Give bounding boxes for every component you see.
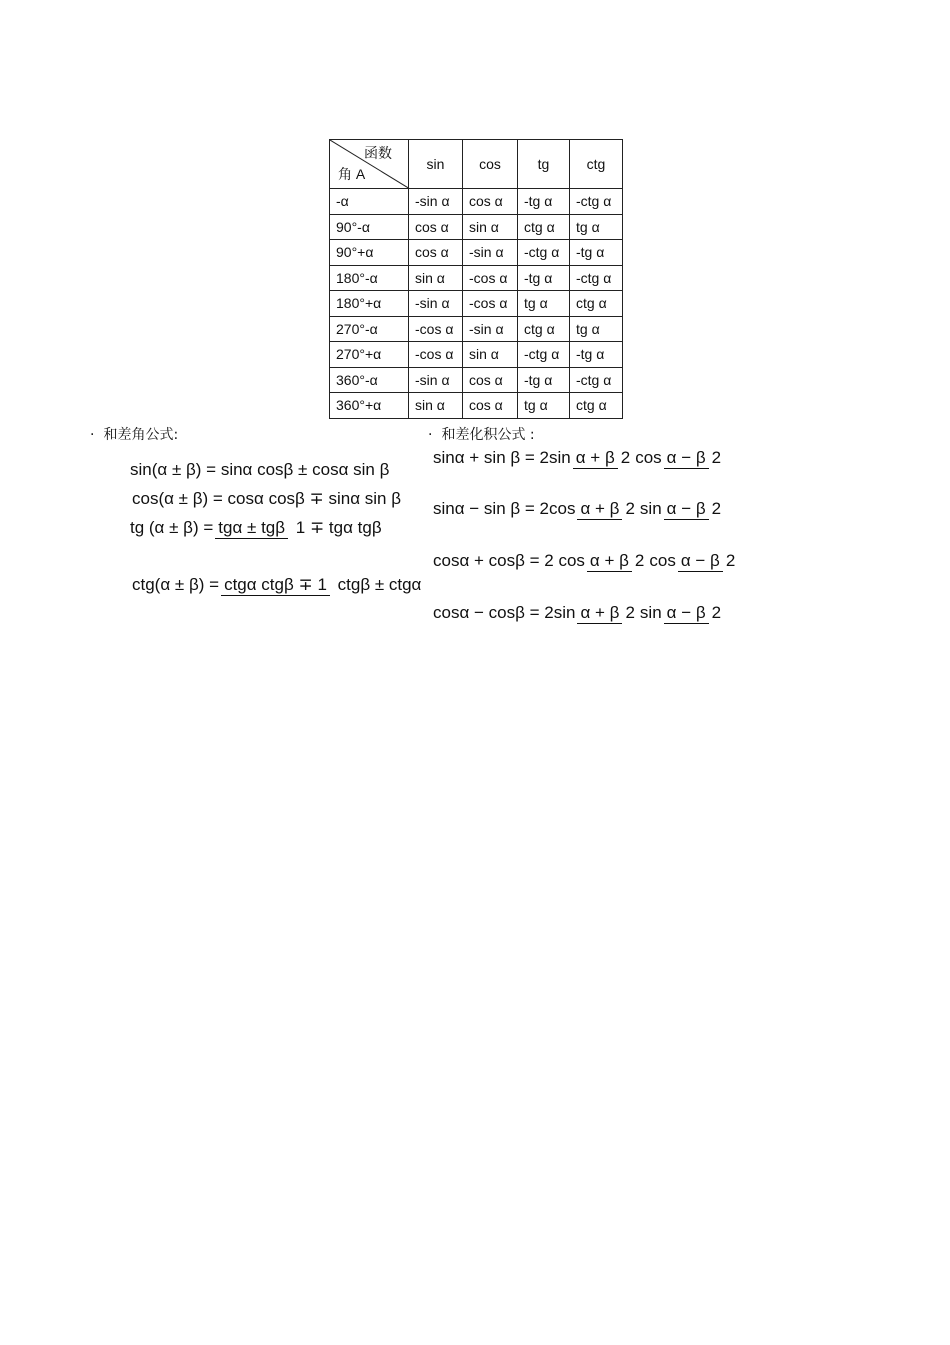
table-cell: cos α — [409, 240, 463, 266]
fraction — [678, 550, 738, 572]
table-cell: -tg α — [518, 367, 570, 393]
row-angle-cell: 90°+α — [330, 240, 409, 266]
table-cell: cos α — [463, 189, 518, 215]
equals-sign: = — [203, 518, 214, 537]
table-row — [330, 265, 623, 291]
table-row — [330, 189, 623, 215]
formula-rhs: = sinα cosβ ± cosα sin β — [206, 460, 390, 479]
fraction-numerator: tgα ± tgβ — [215, 518, 288, 539]
equals-sign: = — [209, 575, 220, 594]
table-cell: ctg α — [570, 291, 623, 317]
table-row — [330, 240, 623, 266]
formula-lhs: ctg(α ± β) — [132, 575, 205, 594]
column-header-tg: tg — [518, 140, 570, 189]
formula-rhs: = cosα cosβ ∓ sinα sin β — [212, 489, 402, 508]
table-row — [330, 342, 623, 368]
table-cell: ctg α — [518, 214, 570, 240]
fraction-numerator: α − β — [664, 499, 709, 520]
corner-top-label: 函数 — [364, 145, 392, 161]
table-cell: tg α — [570, 316, 623, 342]
table-cell: -sin α — [409, 189, 463, 215]
table-cell: -ctg α — [518, 240, 570, 266]
table-cell: tg α — [518, 393, 570, 419]
table-row — [330, 214, 623, 240]
formula-lhs: cosα − cosβ — [433, 603, 525, 622]
formula-coefficient: = 2sin — [529, 603, 576, 622]
bullet: · — [428, 427, 433, 443]
fraction-denominator: 2 — [620, 448, 631, 467]
corner-bottom-label: 角 A — [338, 166, 366, 182]
table-cell: -cos α — [409, 316, 463, 342]
bullet: · — [90, 427, 95, 443]
section-title: 和差角公式: — [103, 427, 179, 443]
column-header-ctg: ctg — [570, 140, 623, 189]
fraction-numerator: α − β — [678, 551, 723, 572]
row-angle-cell: 360°-α — [330, 367, 409, 393]
column-header-cos: cos — [463, 140, 518, 189]
table-cell: cos α — [463, 393, 518, 419]
fraction — [587, 550, 647, 572]
row-angle-cell: 180°+α — [330, 291, 409, 317]
table-cell: sin α — [409, 393, 463, 419]
formula-coefficient: = 2cos — [524, 499, 576, 518]
table-cell: ctg α — [518, 316, 570, 342]
fraction-numerator: α − β — [664, 603, 709, 624]
row-angle-cell: -α — [330, 189, 409, 215]
trig-reduction-table — [329, 139, 623, 419]
table-cell: -cos α — [463, 265, 518, 291]
fraction-numerator: α + β — [577, 603, 622, 624]
table-cell: -tg α — [570, 240, 623, 266]
fraction-denominator: 2 — [711, 499, 722, 518]
fraction-denominator: 2 — [711, 448, 722, 467]
formula-cos-plus-cos — [433, 550, 740, 572]
formula-sin-sum — [130, 460, 389, 480]
formula-middle-function: sin — [639, 499, 662, 518]
table-row — [330, 367, 623, 393]
table-cell: cos α — [463, 367, 518, 393]
formula-tg-sum — [130, 517, 387, 539]
table-cell: -sin α — [463, 240, 518, 266]
fraction — [221, 574, 424, 596]
row-angle-cell: 360°+α — [330, 393, 409, 419]
sum-to-product-heading — [428, 424, 535, 444]
formula-coefficient: = 2sin — [524, 448, 571, 467]
table-cell: -tg α — [570, 342, 623, 368]
table-cell: sin α — [409, 265, 463, 291]
table-row — [330, 393, 623, 419]
table-cell: tg α — [518, 291, 570, 317]
formula-cos-sum — [132, 489, 401, 509]
table-cell: -sin α — [463, 316, 518, 342]
fraction-denominator: ctgβ ± ctgα — [337, 575, 422, 594]
table-cell: ctg α — [570, 393, 623, 419]
fraction — [215, 517, 384, 539]
table-cell: -sin α — [409, 291, 463, 317]
row-angle-cell: 270°-α — [330, 316, 409, 342]
section-title: 和差化积公式 : — [441, 427, 535, 443]
formula-ctg-sum — [132, 574, 426, 596]
fraction-denominator: 2 — [634, 551, 645, 570]
row-angle-cell: 270°+α — [330, 342, 409, 368]
corner-cell — [330, 140, 409, 189]
formula-middle-function: cos — [635, 448, 662, 467]
fraction-denominator: 2 — [711, 603, 722, 622]
fraction-denominator: 2 — [625, 499, 635, 518]
fraction-numerator: α + β — [577, 499, 622, 520]
formula-lhs: cos(α ± β) — [132, 489, 209, 508]
table-cell: -sin α — [409, 367, 463, 393]
table-cell: -tg α — [518, 189, 570, 215]
table-cell: cos α — [409, 214, 463, 240]
table-cell: -ctg α — [570, 265, 623, 291]
table-cell: -ctg α — [570, 189, 623, 215]
fraction-numerator: ctgα ctgβ ∓ 1 — [221, 575, 330, 596]
formula-coefficient: = 2 cos — [529, 551, 585, 570]
row-angle-cell: 180°-α — [330, 265, 409, 291]
formula-lhs: sin(α ± β) — [130, 460, 202, 479]
fraction-numerator: α − β — [664, 448, 709, 469]
formula-lhs: cosα + cosβ — [433, 551, 525, 570]
table-cell: -cos α — [409, 342, 463, 368]
table-row — [330, 291, 623, 317]
formula-lhs: tg (α ± β) — [130, 518, 199, 537]
fraction — [664, 602, 724, 624]
formula-middle-function: cos — [649, 551, 676, 570]
fraction-numerator: α + β — [573, 448, 618, 469]
table-cell: -ctg α — [518, 342, 570, 368]
fraction-denominator: 1 ∓ tgα tgβ — [295, 518, 382, 537]
fraction-denominator: 2 — [625, 603, 635, 622]
formula-sin-minus-sin — [433, 498, 726, 520]
formula-cos-minus-cos — [433, 602, 726, 624]
formula-lhs: sinα + sin β — [433, 448, 521, 467]
table-row — [330, 316, 623, 342]
fraction-numerator: α + β — [587, 551, 632, 572]
fraction — [577, 602, 637, 624]
fraction-denominator: 2 — [725, 551, 736, 570]
table-cell: sin α — [463, 342, 518, 368]
column-header-sin: sin — [409, 140, 463, 189]
fraction — [573, 447, 633, 469]
formula-middle-function: sin — [639, 603, 662, 622]
fraction — [577, 498, 637, 520]
sum-difference-heading — [90, 424, 178, 444]
table-header-row — [330, 140, 623, 189]
table-cell: -ctg α — [570, 367, 623, 393]
table-cell: tg α — [570, 214, 623, 240]
formula-lhs: sinα − sin β — [433, 499, 521, 518]
fraction — [664, 447, 724, 469]
fraction — [664, 498, 724, 520]
table-cell: -tg α — [518, 265, 570, 291]
row-angle-cell: 90°-α — [330, 214, 409, 240]
formula-sin-plus-sin — [433, 447, 726, 469]
table-cell: sin α — [463, 214, 518, 240]
table-cell: -cos α — [463, 291, 518, 317]
